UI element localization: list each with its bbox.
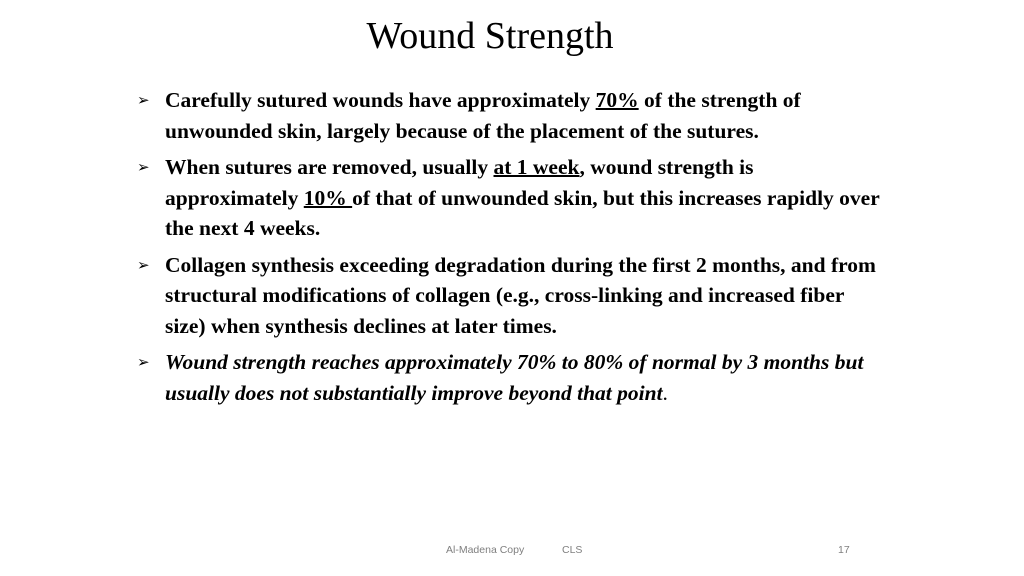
bullet-item <box>137 347 887 408</box>
bullet-text-period: . <box>662 380 668 405</box>
emphasis-underlined: at 1 week <box>493 155 580 179</box>
bullet-text: of the strength of unwounded skin, largely because of the placement of the sutures. <box>165 88 801 143</box>
bullet-item <box>137 152 887 244</box>
emphasis-underlined: 10% <box>303 185 353 210</box>
bullet-text: When sutures are removed, usually <box>165 155 494 179</box>
bullet-text: , wound strength is approximately <box>165 155 754 210</box>
bullet-text: Collagen synthesis exceeding degradation during the first 2 months, and from structural modifications of collagen (e.g., cross-linking and increased fiber size) when synthesis declines at later times. <box>165 252 876 338</box>
arrow-bullet-icon: ➢ <box>137 353 150 371</box>
emphasis-underlined: 70% <box>595 88 639 112</box>
slide-title: Wound Strength <box>366 15 614 57</box>
bullet-text: of that of unwounded skin, but this increases rapidly over the next 4 weeks. <box>165 185 880 240</box>
bullet-item <box>137 250 887 342</box>
bullet-list <box>137 85 887 414</box>
arrow-bullet-icon: ➢ <box>137 91 150 109</box>
slide-page-number: 17 <box>838 544 850 556</box>
bullet-item <box>137 85 887 146</box>
bullet-text: Carefully sutured wounds have approximately <box>165 88 596 112</box>
arrow-bullet-icon: ➢ <box>137 255 150 274</box>
footer-center-text: CLS <box>562 544 583 556</box>
arrow-bullet-icon: ➢ <box>137 158 150 176</box>
bullet-text-italic: Wound strength reaches approximately 70% to 80% of normal by 3 months but usually does not substantially improve beyond that point <box>165 350 864 405</box>
footer-left-text: Al-Madena Copy <box>446 544 525 556</box>
